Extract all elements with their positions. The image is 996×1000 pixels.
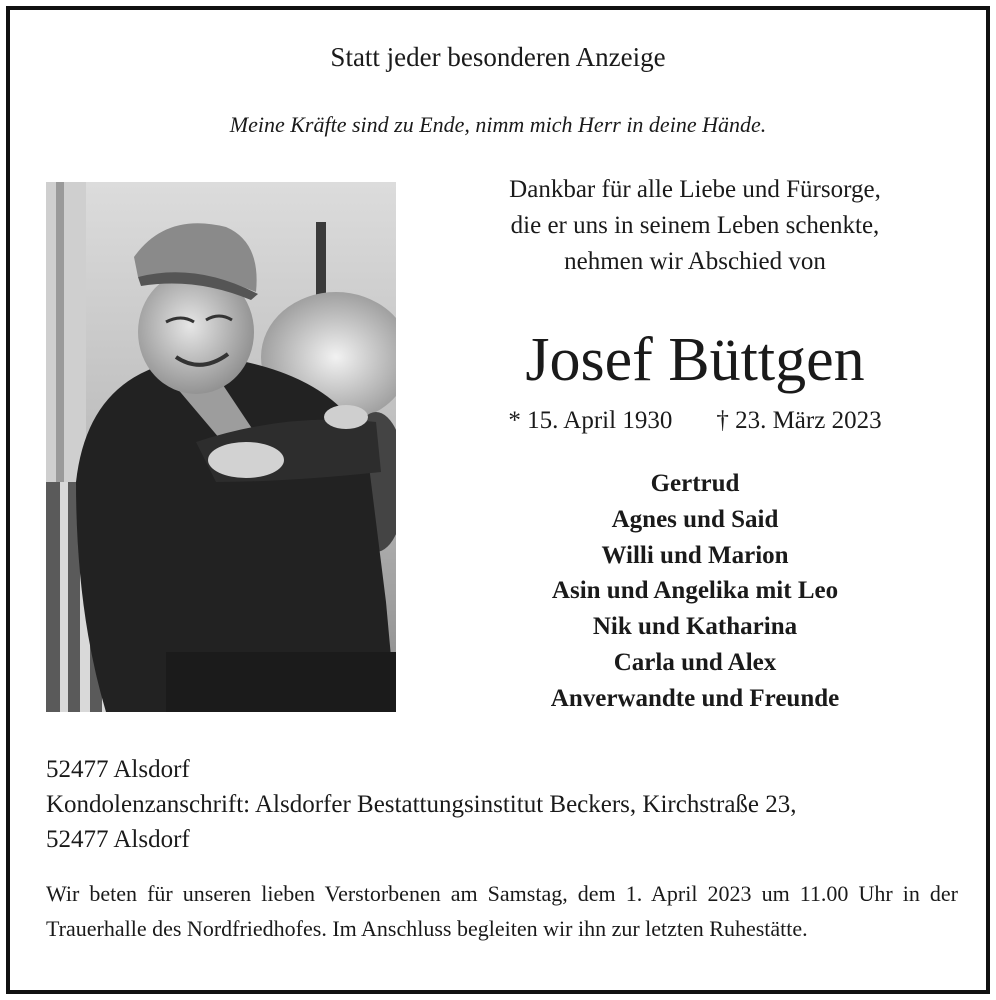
thanks-block bbox=[430, 172, 960, 280]
birth-date: * 15. April 1930 bbox=[508, 407, 673, 434]
deceased-name: Josef Büttgen bbox=[525, 326, 865, 394]
obituary-frame bbox=[6, 6, 990, 994]
thanks-line: die er uns in seinem Leben schenkte, bbox=[510, 212, 880, 239]
mourner-entry: Willi und Marion bbox=[601, 541, 789, 569]
address-line: 52477 Alsdorf bbox=[46, 756, 190, 783]
mourner-entry: Nik und Katharina bbox=[592, 613, 798, 641]
thanks-line: Dankbar für alle Liebe und Fürsorge, bbox=[509, 176, 881, 203]
mourner-entry: Agnes und Said bbox=[611, 505, 779, 533]
mourners-list bbox=[430, 466, 960, 717]
header-line: Statt jeder besonderen Anzeige bbox=[330, 42, 666, 72]
death-date: † 23. März 2023 bbox=[716, 407, 882, 434]
address-line: 52477 Alsdorf bbox=[46, 826, 190, 853]
motto-quote: Meine Kräfte sind zu Ende, nimm mich Herr in deine Hände. bbox=[229, 112, 767, 137]
thanks-line: nehmen wir Abschied von bbox=[564, 248, 826, 275]
mourner-entry: Gertrud bbox=[650, 470, 740, 497]
mourner-entry: Asin und Angelika mit Leo bbox=[551, 577, 839, 605]
life-dates bbox=[430, 404, 960, 438]
portrait-image bbox=[46, 182, 396, 712]
portrait-photo bbox=[46, 182, 396, 712]
address-line: Kondolenzanschrift: Alsdorfer Bestattungsinstitut Beckers, Kirchstraße 23, bbox=[46, 791, 797, 818]
mourner-entry: Carla und Alex bbox=[613, 648, 777, 676]
funeral-notice: Wir beten für unseren lieben Verstorbenen am Samstag, dem 1. April 2023 um 11.00 Uhr in der Trauerhalle des Nordfriedhofes. Im Anschluss begleiten wir ihn zur letzten Ruhestätte. bbox=[46, 881, 958, 941]
condolence-address bbox=[46, 752, 966, 857]
mourner-entry: Anverwandte und Freunde bbox=[550, 684, 840, 712]
